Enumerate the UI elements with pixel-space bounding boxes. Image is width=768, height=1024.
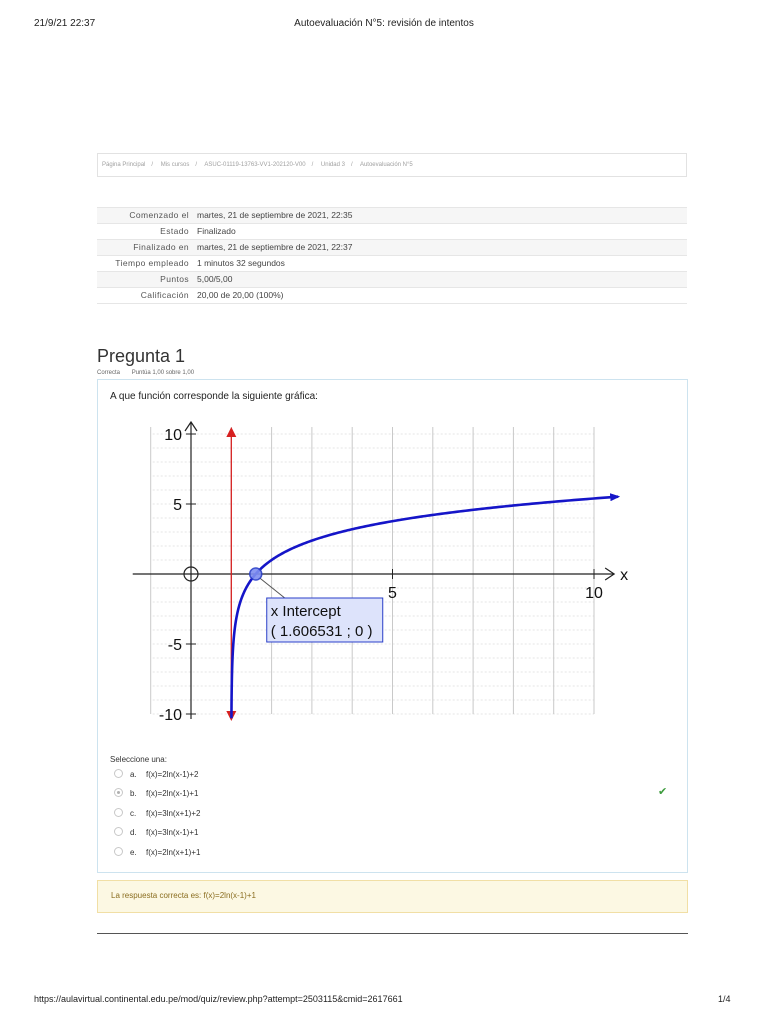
option-text: f(x)=3ln(x-1)+1: [146, 828, 199, 837]
option-e[interactable]: [114, 847, 200, 859]
summary-row: [97, 272, 687, 288]
print-page-number: 1/4: [718, 994, 731, 1004]
y-tick-label: -10: [158, 707, 182, 724]
axes: [133, 422, 614, 719]
y-tick-label: -5: [167, 637, 182, 654]
option-letter: b.: [130, 789, 137, 798]
question-score: Puntúa 1,00 sobre 1,00: [131, 370, 195, 376]
summary-label: Finalizado en: [97, 240, 193, 256]
correct-answer-feedback: La respuesta correcta es: f(x)=2ln(x-1)+1: [97, 880, 688, 913]
radio-button[interactable]: [114, 847, 123, 856]
tick-labels: [159, 427, 628, 724]
y-tick-label: 10: [164, 427, 182, 444]
question-text: A que función corresponde la siguiente gráfica:: [110, 391, 318, 402]
summary-value: martes, 21 de septiembre de 2021, 22:37: [193, 240, 687, 256]
radio-button-selected[interactable]: [114, 788, 123, 797]
summary-value: martes, 21 de septiembre de 2021, 22:35: [193, 208, 687, 224]
asymptote-arrow-up: [226, 427, 236, 437]
y-tick-label: 5: [173, 497, 182, 514]
breadcrumb-quiz[interactable]: Autoevaluación N°5: [359, 162, 413, 168]
function-graph: [108, 408, 628, 743]
x-tick-label: 10: [585, 585, 603, 602]
option-letter: e.: [130, 848, 137, 857]
breadcrumb-my-courses[interactable]: Mis cursos: [160, 162, 190, 168]
option-letter: d.: [130, 828, 137, 837]
option-c[interactable]: [114, 808, 200, 820]
summary-row: [97, 208, 687, 224]
x-axis-label: x: [620, 567, 628, 584]
summary-value: Finalizado: [193, 224, 687, 240]
divider: [97, 933, 688, 934]
radio-button[interactable]: [114, 827, 123, 836]
option-d[interactable]: [114, 827, 198, 839]
summary-row: [97, 240, 687, 256]
option-text: f(x)=2ln(x-1)+1: [146, 789, 199, 798]
breadcrumb-unit[interactable]: Unidad 3: [320, 162, 345, 168]
summary-value: 1 minutos 32 segundos: [193, 256, 687, 272]
summary-label: Estado: [97, 224, 193, 240]
x-tick-label: 5: [388, 585, 397, 602]
summary-row: [97, 224, 687, 240]
grid-major: [151, 427, 594, 714]
summary-label: Tiempo empleado: [97, 256, 193, 272]
print-datetime: 21/9/21 22:37: [34, 18, 96, 29]
intercept-point[interactable]: [250, 568, 262, 580]
summary-value: 20,00 de 20,00 (100%): [193, 288, 687, 304]
attempt-summary-table: [97, 207, 687, 304]
question-title: Pregunta 1: [97, 346, 186, 366]
radio-button[interactable]: [114, 769, 123, 778]
summary-value: 5,00/5,00: [193, 272, 687, 288]
summary-row: [97, 288, 687, 304]
breadcrumb-course[interactable]: ASUC-01119-13763-VV1-202120-V00: [204, 162, 306, 168]
option-b[interactable]: [114, 788, 198, 800]
question-info: [97, 370, 204, 376]
intercept-tooltip-title: x Intercept: [270, 603, 341, 620]
summary-row: [97, 256, 687, 272]
option-a[interactable]: [114, 769, 198, 781]
option-letter: a.: [130, 770, 137, 779]
print-title: Autoevaluación N°5: revisión de intentos: [294, 18, 474, 29]
option-letter: c.: [130, 809, 137, 818]
summary-label: Comenzado el: [97, 208, 193, 224]
question-status: Correcta: [97, 370, 121, 376]
select-one-prompt: Seleccione una:: [110, 755, 167, 764]
correct-check-icon: ✔: [658, 786, 668, 798]
summary-label: Puntos: [97, 272, 193, 288]
option-text: f(x)=2ln(x-1)+2: [146, 770, 199, 779]
option-text: f(x)=3ln(x+1)+2: [146, 809, 201, 818]
summary-label: Calificación: [97, 288, 193, 304]
print-url: https://aulavirtual.continental.edu.pe/mod/quiz/review.php?attempt=2503115&cmid=2617661: [34, 994, 403, 1004]
radio-button[interactable]: [114, 808, 123, 817]
breadcrumb-home[interactable]: Página Principal: [102, 162, 146, 168]
breadcrumb: Página Principal / Mis cursos / ASUC-01119-13763-VV1-202120-V00 / Unidad 3 / Autoevaluación N°5: [97, 153, 687, 177]
intercept-tooltip-value: ( 1.606531 ; 0 ): [270, 623, 373, 640]
option-text: f(x)=2ln(x+1)+1: [146, 848, 201, 857]
